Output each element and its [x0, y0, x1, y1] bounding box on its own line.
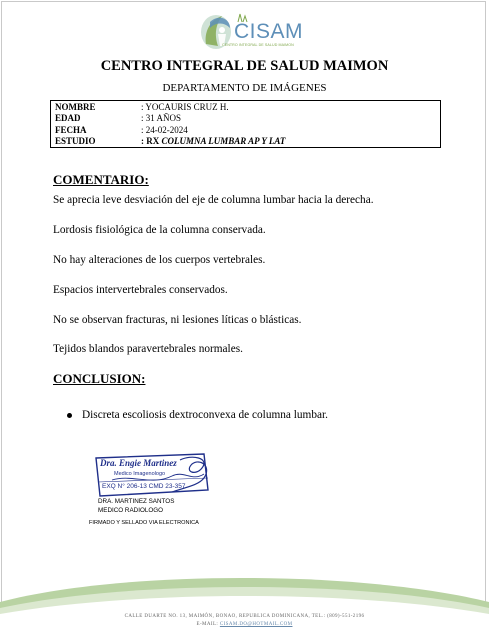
conclusion-heading: CONCLUSION:	[53, 371, 146, 386]
finding-item: Espacios intervertebrales conservados.	[53, 284, 228, 296]
study-type-name: COLUMNA LUMBAR AP Y LAT	[161, 135, 286, 146]
stamp-exequatur: EXQ N° 206-13 CMD 23-357	[102, 483, 186, 490]
stamp-doctor-name: Dra. Engie Martinez	[100, 458, 177, 468]
study-date-row	[55, 125, 436, 136]
footer-email-link[interactable]: CISAM.DO@HOTMAIL.COM	[219, 622, 293, 627]
patient-name-row	[55, 102, 436, 113]
finding-item: Lordosis fisiológica de la columna conservada.	[53, 224, 266, 236]
bullet-icon	[67, 413, 72, 418]
signed-electronically-note: FIRMADO Y SELLADO VIA ELECTRONICA	[89, 520, 199, 526]
footer-address: CALLE DUARTE NO. 13, MAIMÓN, BONAO, REPUBLICA DOMINICANA, TEL.: (809)-551-2196	[124, 614, 365, 619]
footer-email-label: E-MAIL:	[196, 622, 220, 627]
study-type-value	[141, 136, 285, 147]
footer-email-line	[0, 622, 489, 627]
cisam-logo	[196, 10, 316, 54]
logo-wordmark: CISAM	[234, 20, 304, 43]
signature-stamp	[92, 452, 214, 504]
patient-age-label: EDAD	[55, 113, 81, 124]
patient-age-value: : 31 AÑOS	[141, 113, 182, 124]
department-name: DEPARTAMENTO DE IMÁGENES	[162, 82, 327, 94]
patient-age-row	[55, 113, 436, 124]
finding-item: Tejidos blandos paravertebrales normales.	[53, 343, 243, 355]
stamp-doctor-role: Medico Imagenologo	[114, 471, 166, 477]
footer-wave-decoration	[0, 574, 489, 641]
study-date-value: : 24-02-2024	[141, 124, 188, 135]
patient-name-value: : YOCAURIS CRUZ H.	[141, 102, 229, 112]
study-type-prefix: : RX	[141, 135, 162, 146]
patient-name-label: NOMBRE	[55, 102, 96, 112]
document-title: CENTRO INTEGRAL DE SALUD MAIMON	[100, 58, 389, 74]
finding-item: Se aprecia leve desviación del eje de columna lumbar hacia la derecha.	[53, 194, 374, 206]
study-date-label: FECHA	[55, 124, 87, 135]
logo-subtitle: CENTRO INTEGRAL DE SALUD MAIMON	[222, 43, 294, 47]
finding-item: No hay alteraciones de los cuerpos vertebrales.	[53, 254, 266, 266]
comment-heading: COMENTARIO:	[53, 172, 149, 187]
study-type-label: ESTUDIO	[55, 135, 96, 146]
study-type-row	[55, 136, 436, 147]
finding-item: No se observan fracturas, ni lesiones líticas o blásticas.	[53, 314, 302, 326]
doctor-title: MEDICO RADIOLOGO	[98, 507, 164, 514]
patient-info-box	[50, 100, 441, 148]
conclusion-item: Discreta escoliosis dextroconvexa de columna lumbar.	[82, 409, 328, 421]
doctor-name: DRA. MARTINEZ SANTOS	[98, 498, 175, 505]
